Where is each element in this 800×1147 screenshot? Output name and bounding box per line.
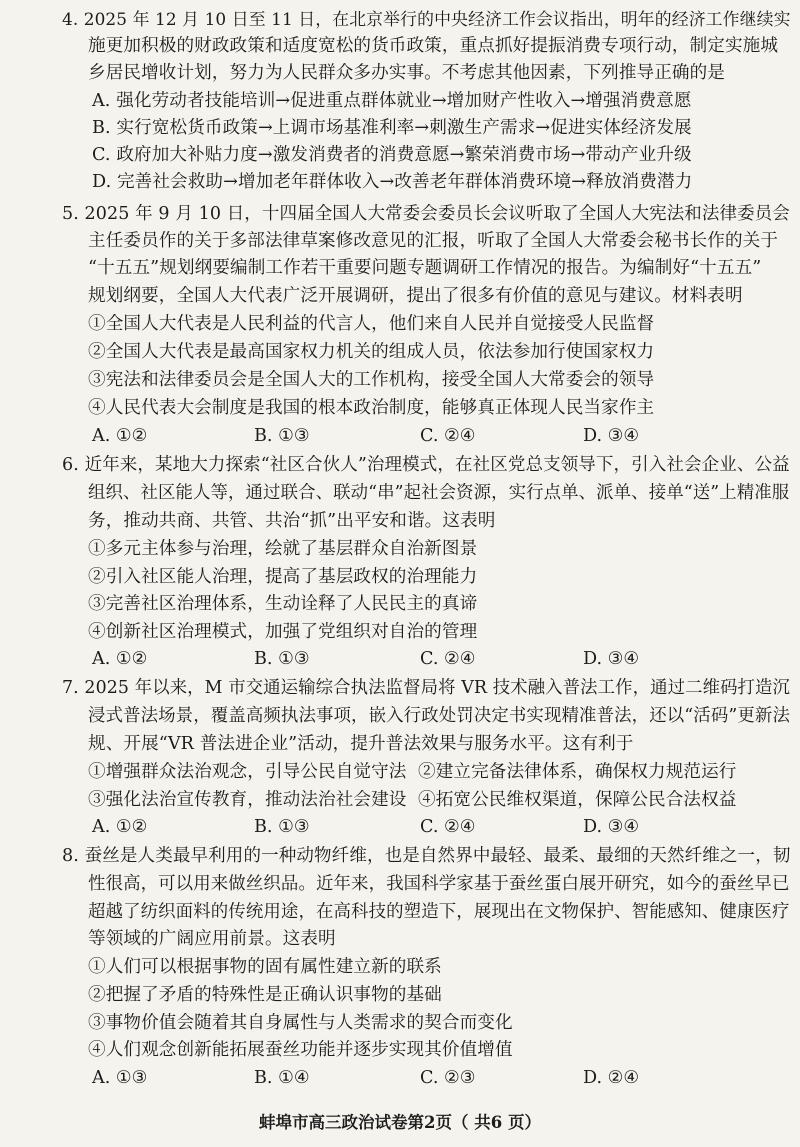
question-5-choice: C. ②④ — [420, 426, 476, 446]
question-6-choice: B. ①③ — [254, 649, 310, 669]
question-8-choice: D. ②④ — [583, 1068, 640, 1088]
question-4-stem-line: 乡居民增收计划，努力为人民群众多办实事。不考虑其他因素，下列推导正确的是 — [88, 63, 725, 83]
question-4-stem-line: 4. 2025 年 12 月 10 日至 11 日，在北京举行的中央经济工作会议指出，明年的经济工作继续实 — [62, 9, 791, 29]
question-6-choice: C. ②④ — [420, 649, 476, 669]
question-8-stem-line: ③事物价值会随着其自身属性与人类需求的契合而变化 — [88, 1013, 513, 1033]
question-4-option: C. 政府加大补贴力度→激发消费者的消费意愿→繁荣消费市场→带动产业升级 — [92, 145, 692, 165]
question-8-stem-line: ④人们观念创新能拓展蚕丝功能并逐步实现其价值增值 — [88, 1040, 513, 1060]
question-7-item: ②建立完备法律体系，确保权力规范运行 — [418, 762, 737, 782]
question-5-stem-line: 5. 2025 年 9 月 10 日，十四届全国人大常委会委员长会议听取了全国人大宪法和法律委员会 — [62, 204, 790, 224]
question-6-stem-line: ②引入社区能人治理，提高了基层政权的治理能力 — [88, 567, 478, 587]
question-4-option: A. 强化劳动者技能培训→促进重点群体就业→增加财产性收入→增强消费意愿 — [92, 91, 692, 111]
question-5-stem-line: ①全国人大代表是人民利益的代言人，他们来自人民并自觉接受人民监督 — [88, 314, 655, 334]
question-6-stem-line: 组织、社区能人等，通过联合、联动“串”起社会资源，实行点单、派单、接单“送”上精准服 — [88, 483, 790, 503]
question-5-stem-line: ④人民代表大会制度是我国的根本政治制度，能够真正体现人民当家作主 — [88, 398, 655, 418]
question-5-choice: D. ③④ — [583, 426, 640, 446]
question-6-choice: D. ③④ — [583, 649, 640, 669]
question-6-stem-line: ③完善社区治理体系，生动诠释了人民民主的真谛 — [88, 594, 478, 614]
question-7-item: ④拓宽公民维权渠道，保障公民合法权益 — [418, 790, 737, 810]
question-6-choice: A. ①② — [92, 649, 148, 669]
question-5-stem-line: “十五五”规划纲要编制工作若干重要问题专题调研工作情况的报告。为编制好“十五五” — [88, 258, 762, 278]
question-5-stem-line: 主任委员作的关于多部法律草案修改意见的汇报，听取了全国人大常委会秘书长作的关于 — [88, 231, 779, 251]
question-6-stem-line: ④创新社区治理模式，加强了党组织对自治的管理 — [88, 622, 478, 642]
question-5-choice: B. ①③ — [254, 426, 310, 446]
question-7-item: ③强化法治宣传教育，推动法治社会建设 — [88, 790, 407, 810]
question-5-stem-line: ②全国人大代表是最高国家权力机关的组成人员，依法参加行使国家权力 — [88, 342, 655, 362]
question-4-option: B. 实行宽松货币政策→上调市场基准利率→刺激生产需求→促进实体经济发展 — [92, 118, 692, 138]
question-7-choice: D. ③④ — [583, 817, 640, 837]
question-8-stem-line: ②把握了矛盾的特殊性是正确认识事物的基础 — [88, 985, 442, 1005]
question-7-item: ①增强群众法治观念，引导公民自觉守法 — [88, 762, 407, 782]
question-8-choice: B. ①④ — [254, 1068, 310, 1088]
question-7-choice: A. ①② — [92, 817, 148, 837]
question-6-stem-line: ①多元主体参与治理，绘就了基层群众自治新图景 — [88, 539, 478, 559]
question-8-choice: C. ②③ — [420, 1068, 476, 1088]
question-7-stem-line: 7. 2025 年以来，M 市交通运输综合执法监督局将 VR 技术融入普法工作，通过二维码打造沉 — [62, 678, 791, 698]
question-5-stem-line: 规划纲要，全国人大代表广泛开展调研，提出了很多有价值的意见与建议。材料表明 — [88, 286, 743, 306]
question-8-stem-line: 8. 蚕丝是人类最早利用的一种动物纤维，也是自然界中最轻、最柔、最细的天然纤维之一，韧 — [62, 846, 791, 866]
question-7-choice: C. ②④ — [420, 817, 476, 837]
question-6-stem-line: 6. 近年来，某地大力探索“社区合伙人”治理模式，在社区党总支领导下，引入社会企业、公益 — [62, 455, 790, 475]
question-7-stem-line: 浸式普法场景，覆盖高频执法事项，嵌入行政处罚决定书实现精准普法，还以“活码”更新法 — [88, 706, 790, 726]
question-7-choice: B. ①③ — [254, 817, 310, 837]
question-8-choice: A. ①③ — [92, 1068, 148, 1088]
question-7-stem-line: 规、开展“VR 普法进企业”活动，提升普法效果与服务水平。这有利于 — [88, 734, 634, 754]
question-8-stem-line: 超越了纺织面料的传统用途，在高科技的塑造下，展现出在文物保护、智能感知、健康医疗 — [88, 902, 790, 922]
question-8-stem-line: 性很高，可以用来做丝织品。近年来，我国科学家基于蚕丝蛋白展开研究，如今的蚕丝早已 — [88, 874, 790, 894]
question-4-option: D. 完善社会救助→增加老年群体收入→改善老年群体消费环境→释放消费潜力 — [92, 172, 693, 192]
question-6-stem-line: 务，推动共商、共管、共治“抓”出平安和谐。这表明 — [88, 511, 496, 531]
page-footer: 蚌埠市高三政治试卷第2页（ 共6 页） — [259, 1113, 541, 1132]
question-5-choice: A. ①② — [92, 426, 148, 446]
question-5-stem-line: ③宪法和法律委员会是全国人大的工作机构，接受全国人大常委会的领导 — [88, 370, 655, 390]
question-8-stem-line: 等领域的广阔应用前景。这表明 — [88, 929, 336, 949]
question-4-stem-line: 施更加积极的财政政策和适度宽松的货币政策，重点抓好提振消费专项行动，制定实施城 — [88, 36, 779, 56]
question-8-stem-line: ①人们可以根据事物的固有属性建立新的联系 — [88, 957, 442, 977]
